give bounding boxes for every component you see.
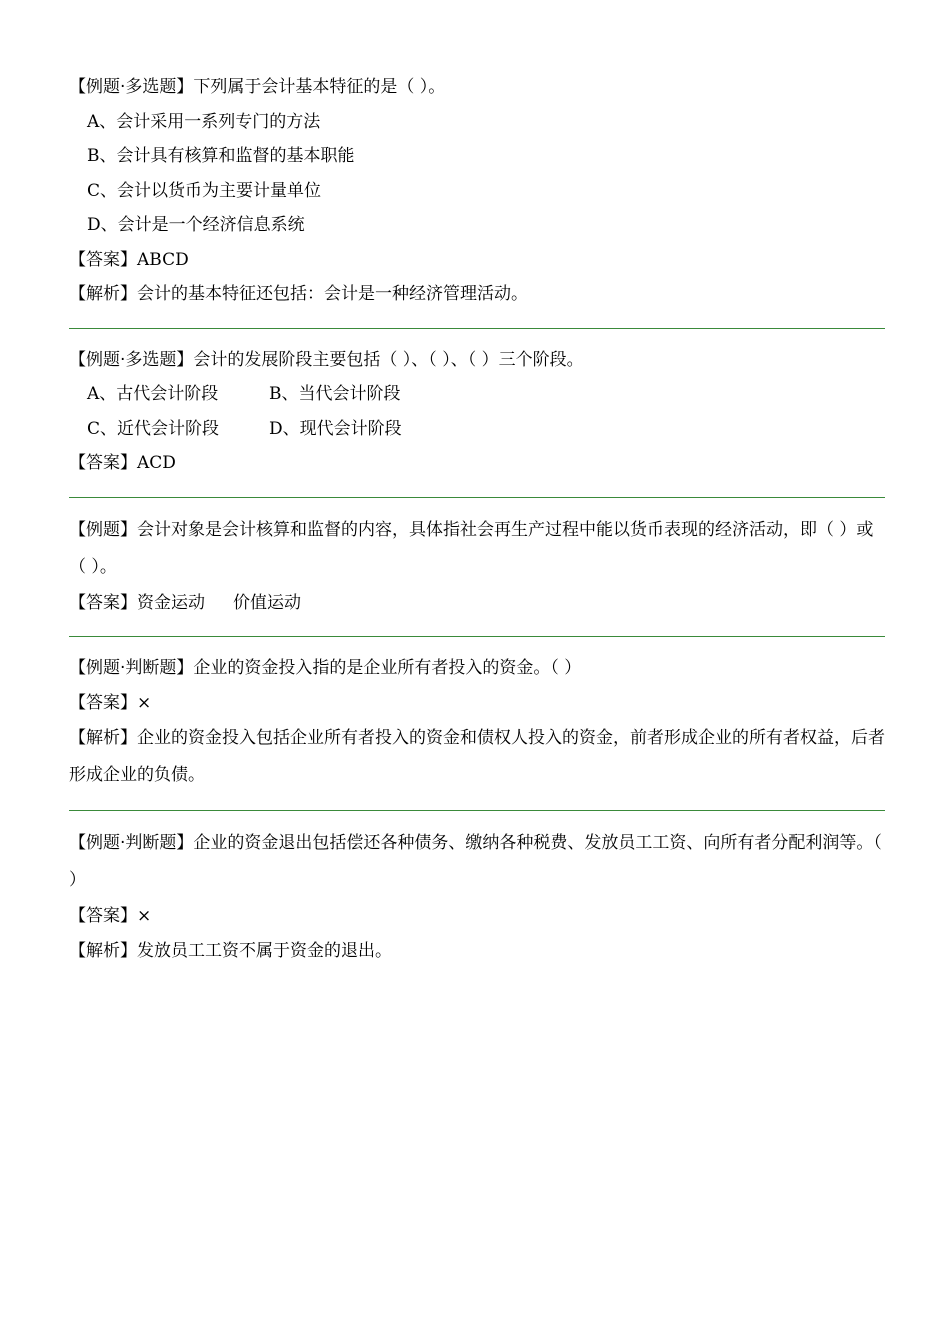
question-text: 会计的发展阶段主要包括（ ）、（ ）、（ ）三个阶段。 [193,349,584,370]
answer-tag: 【答案】 [69,592,137,613]
question-stem [69,512,885,586]
option-b: B、会计具有核算和监督的基本职能 [87,146,355,166]
section-divider [69,328,885,329]
question-type-tag: 【例题·判断题】 [69,658,194,678]
question-type-tag: 【例题·多选题】 [69,349,194,370]
question-type-tag: 【例题·判断题】 [69,833,194,853]
option-d: D、会计是一个经济信息系统 [87,215,305,235]
option-a: A、古代会计阶段 [87,384,219,404]
analysis-text: 发放员工工资不属于资金的退出。 [137,940,392,961]
question-text: 企业的资金退出包括偿还各种债务、缴纳各种税费、发放员工工资、向所有者分配利润等。（ ） [69,833,882,890]
analysis-tag: 【解析】 [69,728,137,748]
analysis-text: 企业的资金投入包括企业所有者投入的资金和债权人投入的资金，前者形成企业的所有者权益，后者形成企业的负债。 [69,728,885,785]
analysis-tag: 【解析】 [69,284,137,304]
answer-value: × [137,692,152,713]
answer-line [69,899,885,934]
answer-line [69,243,885,278]
question-text: 会计对象是会计核算和监督的内容，具体指社会再生产过程中能以货币表现的经济活动，即（ ）或（ ）。 [69,519,874,577]
option-a: A、会计采用一系列专门的方法 [87,111,321,132]
question-stem [69,343,885,378]
answer-value: × [137,906,152,926]
analysis-line [69,720,885,794]
answer-value: ACD [137,453,176,473]
question-text: 企业的资金投入指的是企业所有者投入的资金。（ ） [193,658,582,678]
question-stem [69,651,885,686]
option-c: C、近代会计阶段 [87,418,220,439]
question-2 [69,343,885,497]
question-text: 下列属于会计基本特征的是（ ）。 [193,77,446,97]
answer-line [69,686,885,721]
section-divider [69,810,885,811]
option-d: D、现代会计阶段 [269,418,402,439]
answer-line [69,586,885,621]
question-stem [69,70,885,105]
question-stem [69,825,885,899]
option-b: B、当代会计阶段 [269,384,401,404]
analysis-line [69,277,885,312]
analysis-line [69,934,885,969]
section-divider [69,497,885,498]
options-row [69,377,885,412]
analysis-text: 会计的基本特征还包括：会计是一种经济管理活动。 [137,284,528,304]
question-4 [69,651,885,810]
answer-line [69,446,885,481]
answer-value-2: 价值运动 [233,592,301,613]
answer-value: ABCD [137,249,189,270]
document-page [69,70,885,984]
question-type-tag: 【例题】 [69,519,137,540]
question-type-tag: 【例题·多选题】 [69,77,194,97]
answer-value-1: 资金运动 [137,592,205,613]
analysis-tag: 【解析】 [69,940,137,961]
section-divider [69,636,885,637]
question-5 [69,825,885,984]
question-3 [69,512,885,637]
options-row [69,412,885,447]
question-1 [69,70,885,328]
answer-tag: 【答案】 [69,249,137,270]
answer-tag: 【答案】 [69,692,137,713]
answer-tag: 【答案】 [69,906,137,926]
answer-tag: 【答案】 [69,453,137,473]
option-c: C、会计以货币为主要计量单位 [87,180,322,201]
